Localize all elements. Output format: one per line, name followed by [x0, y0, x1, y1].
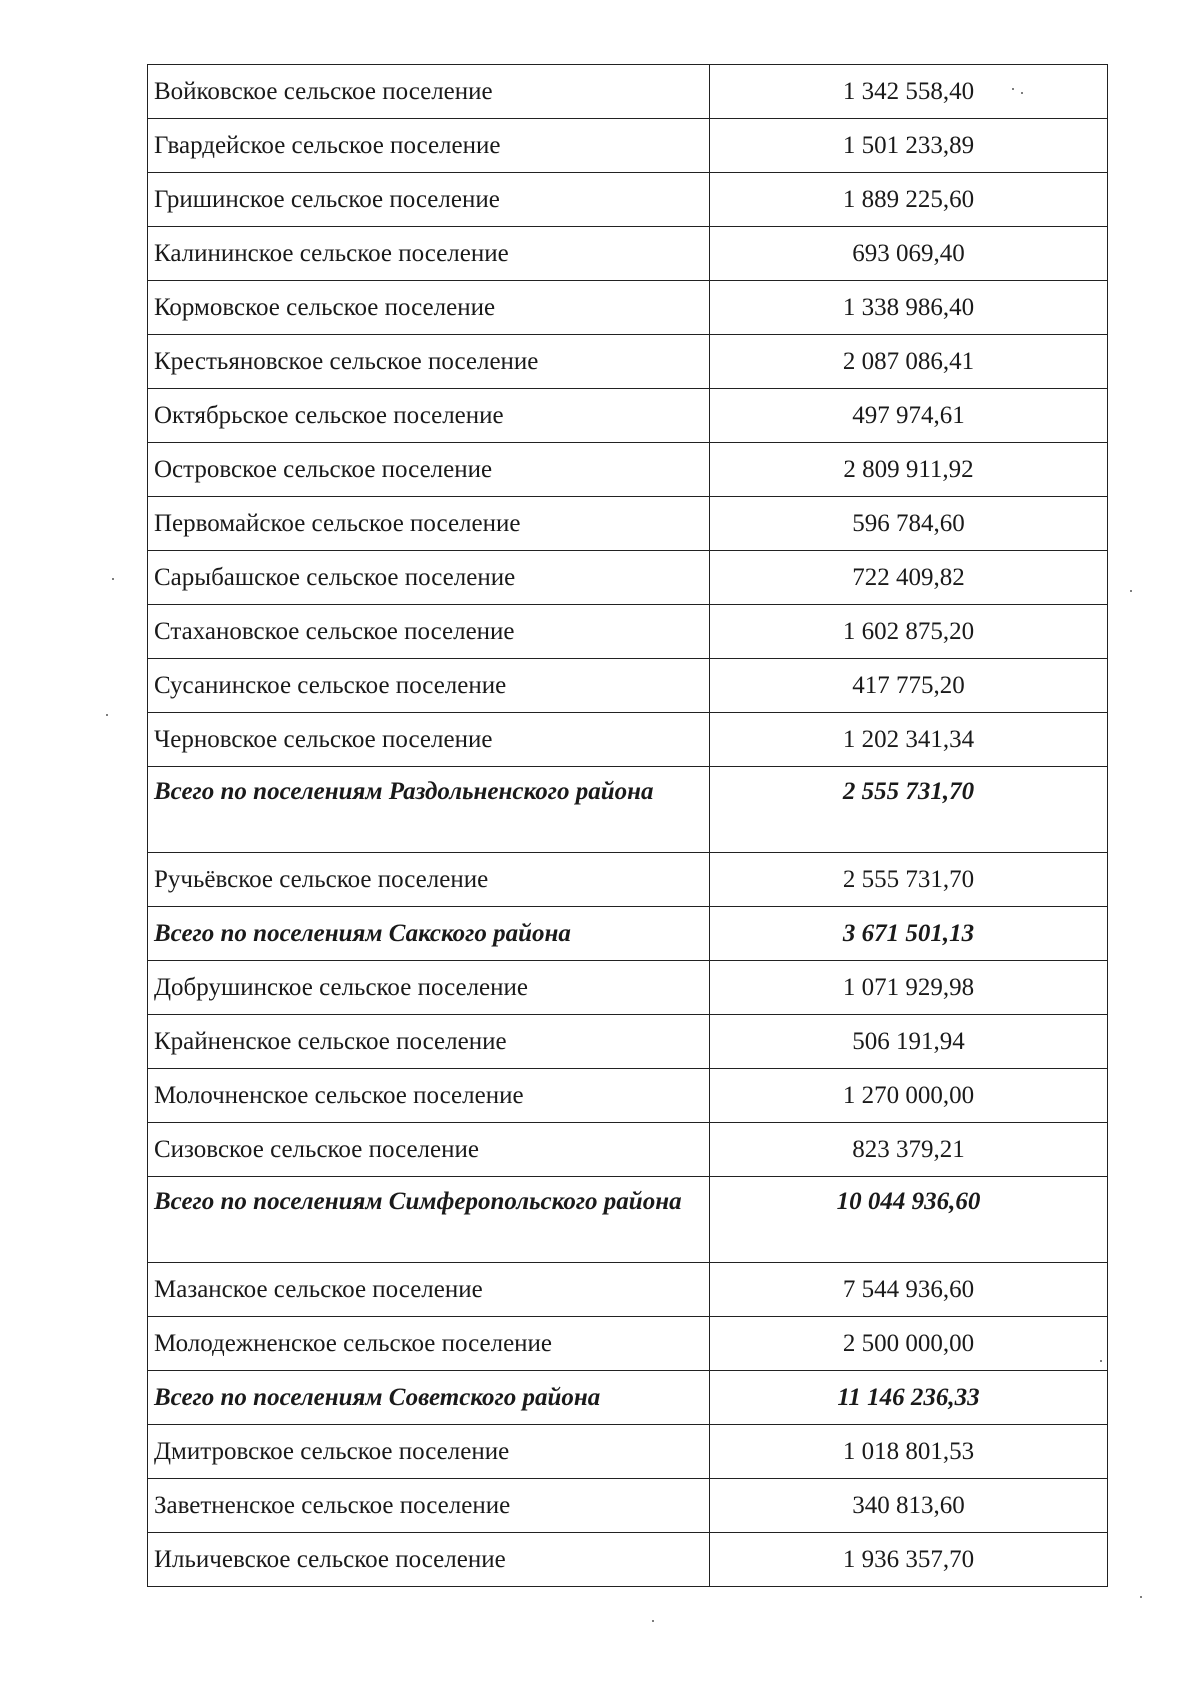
settlement-amount: 340 813,60 — [710, 1479, 1108, 1533]
settlement-name: Крестьяновское сельское поселение — [148, 335, 710, 389]
table-row — [148, 1263, 1108, 1317]
settlement-name: Заветненское сельское поселение — [148, 1479, 710, 1533]
settlement-name: Калининское сельское поселение — [148, 227, 710, 281]
scan-speck — [1140, 1596, 1142, 1598]
table-row — [148, 335, 1108, 389]
table-row — [148, 1533, 1108, 1587]
settlement-amount: 1 501 233,89 — [710, 119, 1108, 173]
settlement-name: Сарыбашское сельское поселение — [148, 551, 710, 605]
table-row — [148, 659, 1108, 713]
table-row — [148, 65, 1108, 119]
settlement-name: Островское сельское поселение — [148, 443, 710, 497]
total-row — [148, 1177, 1108, 1263]
settlement-amount: 2 087 086,41 — [710, 335, 1108, 389]
settlement-name: Ручьёвское сельское поселение — [148, 853, 710, 907]
table-row — [148, 1479, 1108, 1533]
table-row — [148, 281, 1108, 335]
table-row — [148, 1069, 1108, 1123]
scan-speck — [106, 714, 108, 716]
scan-speck — [1130, 590, 1132, 592]
settlement-name: Мазанское сельское поселение — [148, 1263, 710, 1317]
settlement-amount: 417 775,20 — [710, 659, 1108, 713]
settlement-amount: 1 889 225,60 — [710, 173, 1108, 227]
settlement-amount: 2 555 731,70 — [710, 853, 1108, 907]
table-row — [148, 1425, 1108, 1479]
settlement-name: Войковское сельское поселение — [148, 65, 710, 119]
table-row — [148, 1123, 1108, 1177]
settlement-amount: 497 974,61 — [710, 389, 1108, 443]
total-amount: 2 555 731,70 — [710, 767, 1108, 853]
table-row — [148, 173, 1108, 227]
table-row — [148, 497, 1108, 551]
settlement-name: Добрушинское сельское поселение — [148, 961, 710, 1015]
settlement-amount: 596 784,60 — [710, 497, 1108, 551]
table-row — [148, 713, 1108, 767]
total-label: Всего по поселениям Советского района — [148, 1371, 710, 1425]
settlement-amount: 693 069,40 — [710, 227, 1108, 281]
table-row — [148, 1015, 1108, 1069]
table-row — [148, 227, 1108, 281]
settlement-name: Ильичевское сельское поселение — [148, 1533, 710, 1587]
settlement-name: Дмитровское сельское поселение — [148, 1425, 710, 1479]
settlement-amount: 7 544 936,60 — [710, 1263, 1108, 1317]
settlement-name: Стахановское сельское поселение — [148, 605, 710, 659]
settlement-budget-table — [147, 64, 1108, 1587]
table-row — [148, 119, 1108, 173]
total-amount: 11 146 236,33 — [710, 1371, 1108, 1425]
settlement-amount: 2 500 000,00 — [710, 1317, 1108, 1371]
total-row — [148, 1371, 1108, 1425]
total-row — [148, 907, 1108, 961]
settlement-name: Первомайское сельское поселение — [148, 497, 710, 551]
settlement-amount: 1 202 341,34 — [710, 713, 1108, 767]
settlement-amount: 1 602 875,20 — [710, 605, 1108, 659]
settlement-name: Черновское сельское поселение — [148, 713, 710, 767]
settlement-amount: 1 342 558,40 — [710, 65, 1108, 119]
settlement-name: Крайненское сельское поселение — [148, 1015, 710, 1069]
settlement-amount: 823 379,21 — [710, 1123, 1108, 1177]
total-amount: 10 044 936,60 — [710, 1177, 1108, 1263]
settlement-name: Сусанинское сельское поселение — [148, 659, 710, 713]
settlement-name: Кормовское сельское поселение — [148, 281, 710, 335]
settlement-amount: 1 071 929,98 — [710, 961, 1108, 1015]
table-row — [148, 853, 1108, 907]
scan-speck — [1021, 92, 1023, 94]
total-label: Всего по поселениям Симферопольского района — [148, 1177, 710, 1263]
scan-speck — [112, 578, 114, 580]
settlement-amount: 1 018 801,53 — [710, 1425, 1108, 1479]
settlement-amount: 506 191,94 — [710, 1015, 1108, 1069]
settlement-name: Октябрьское сельское поселение — [148, 389, 710, 443]
total-row — [148, 767, 1108, 853]
total-label: Всего по поселениям Раздольненского района — [148, 767, 710, 853]
table-row — [148, 605, 1108, 659]
total-amount: 3 671 501,13 — [710, 907, 1108, 961]
total-label: Всего по поселениям Сакского района — [148, 907, 710, 961]
scan-speck — [652, 1620, 654, 1622]
table-row — [148, 443, 1108, 497]
settlement-amount: 1 936 357,70 — [710, 1533, 1108, 1587]
table-row — [148, 1317, 1108, 1371]
settlement-name: Молодежненское сельское поселение — [148, 1317, 710, 1371]
scan-speck — [1100, 1360, 1102, 1362]
table-row — [148, 961, 1108, 1015]
settlement-name: Сизовское сельское поселение — [148, 1123, 710, 1177]
scan-speck — [1012, 88, 1014, 90]
settlement-name: Молочненское сельское поселение — [148, 1069, 710, 1123]
settlement-amount: 1 338 986,40 — [710, 281, 1108, 335]
settlement-name: Гвардейское сельское поселение — [148, 119, 710, 173]
table-body — [148, 65, 1108, 1587]
table-row — [148, 551, 1108, 605]
settlement-name: Гришинское сельское поселение — [148, 173, 710, 227]
settlement-amount: 722 409,82 — [710, 551, 1108, 605]
settlement-amount: 2 809 911,92 — [710, 443, 1108, 497]
settlement-amount: 1 270 000,00 — [710, 1069, 1108, 1123]
table-row — [148, 389, 1108, 443]
